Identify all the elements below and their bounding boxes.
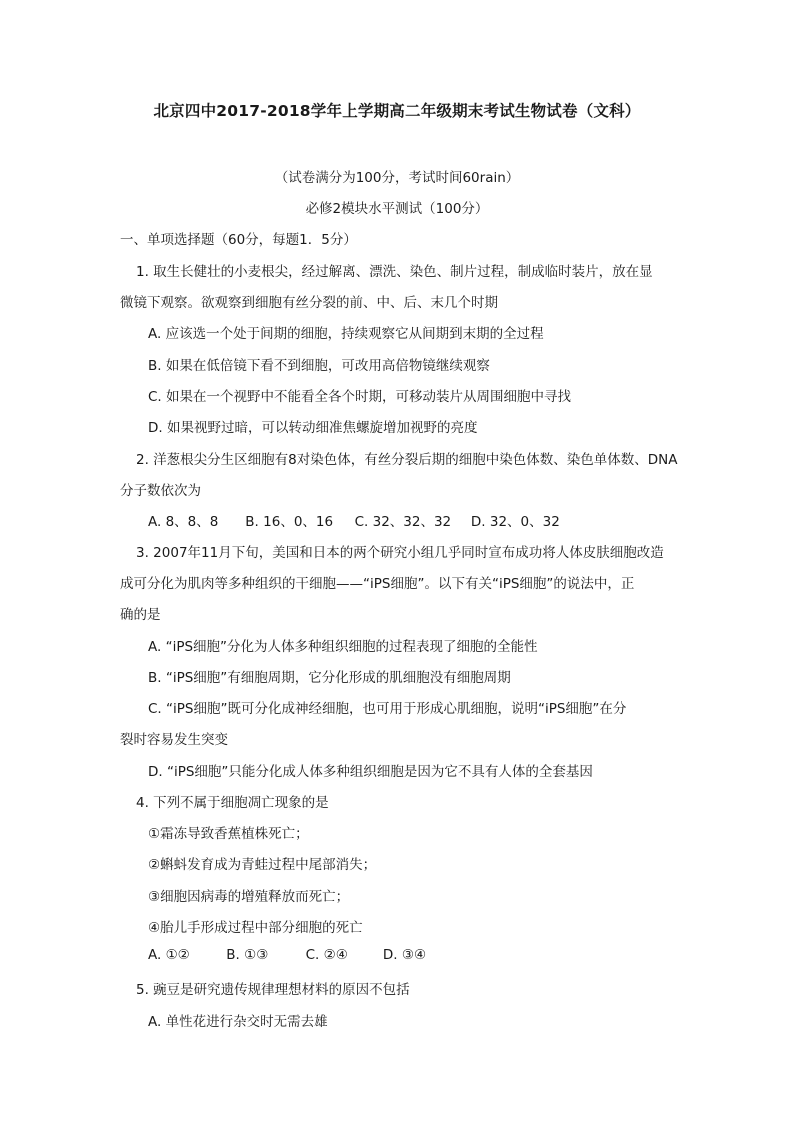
question-2-stem-line-2: 分子数依次为 (120, 483, 201, 499)
question-4-options (148, 947, 426, 963)
question-5-option-a: A. 单性花进行杂交时无需去雄 (148, 1014, 328, 1030)
question-3-option-c: C. “iPS细胞”既可分化成神经细胞，也可用于形成心肌细胞，说明“iPS细胞”在分 (148, 701, 627, 717)
question-1-option-c: C. 如果在一个视野中不能看全各个时期，可移动装片从周围细胞中寻找 (148, 389, 572, 405)
question-4-item-2: ②蝌蚪发育成为青蛙过程中尾部消失； (148, 857, 377, 873)
question-1-stem-line-1: 1. 取生长健壮的小麦根尖，经过解离、漂洗、染色、制片过程，制成临时装片，放在显 (136, 264, 653, 280)
question-4-option-c: C. ②④ (305, 947, 348, 963)
question-2-stem-line-1: 2. 洋葱根尖分生区细胞有8对染色体，有丝分裂后期的细胞中染色体数、染色单体数、DNA (136, 452, 678, 468)
question-1-stem-line-2: 微镜下观察。欲观察到细胞有丝分裂的前、中、后、末几个时期 (120, 295, 498, 311)
section-heading: 一、单项选择题（60分，每题1．5分） (120, 232, 357, 248)
question-4-item-1: ①霜冻导致香蕉植株死亡； (148, 826, 309, 842)
question-4-option-d: D. ③④ (382, 947, 427, 963)
question-1-option-d: D. 如果视野过暗，可以转动细准焦螺旋增加视野的亮度 (148, 420, 478, 436)
question-3-option-a: A. “iPS细胞”分化为人体多种组织细胞的过程表现了细胞的全能性 (148, 639, 538, 655)
question-4-option-b: B. ①③ (226, 947, 269, 963)
exam-note: （试卷满分为100分，考试时间60rain） (274, 170, 520, 186)
question-5-stem: 5. 豌豆是研究遗传规律理想材料的原因不包括 (136, 982, 410, 998)
question-3-option-b: B. “iPS细胞”有细胞周期，它分化形成的肌细胞没有细胞周期 (148, 670, 511, 686)
question-1-option-a: A. 应该选一个处于间期的细胞，持续观察它从间期到末期的全过程 (148, 326, 544, 342)
question-4-item-3: ③细胞因病毒的增殖释放而死亡； (148, 889, 350, 905)
question-2-option-b: B. 16、0、16 (245, 514, 334, 530)
page-title: 北京四中2017-2018学年上学期高二年级期末考试生物试卷（文科） (153, 102, 641, 120)
question-4-option-a: A. ①② (148, 947, 190, 963)
question-4-stem: 4. 下列不属于细胞凋亡现象的是 (136, 795, 329, 811)
question-3-stem-line-1: 3. 2007年11月下旬，美国和日本的两个研究小组几乎同时宣布成功将人体皮肤细胞改造 (136, 545, 664, 561)
module-heading: 必修2模块水平测试（100分） (305, 201, 489, 217)
question-2-option-d: D. 32、0、32 (470, 514, 560, 530)
question-3-stem-line-2: 成可分化为肌肉等多种组织的干细胞——“iPS细胞”。以下有关“iPS细胞”的说法中，正 (120, 576, 635, 592)
question-1-option-b: B. 如果在低倍镜下看不到细胞，可改用高倍物镜继续观察 (148, 358, 490, 374)
question-3-option-c-continued: 裂时容易发生突变 (120, 732, 228, 748)
question-2-option-a: A. 8、8、8 (148, 514, 219, 530)
question-4-item-4: ④胎儿手形成过程中部分细胞的死亡 (148, 920, 363, 936)
question-2-option-c: C. 32、32、32 (354, 514, 452, 530)
question-3-option-d: D. “iPS细胞”只能分化成人体多种组织细胞是因为它不具有人体的全套基因 (148, 764, 593, 780)
question-3-stem-line-3: 确的是 (120, 607, 161, 623)
question-2-options (148, 510, 560, 530)
